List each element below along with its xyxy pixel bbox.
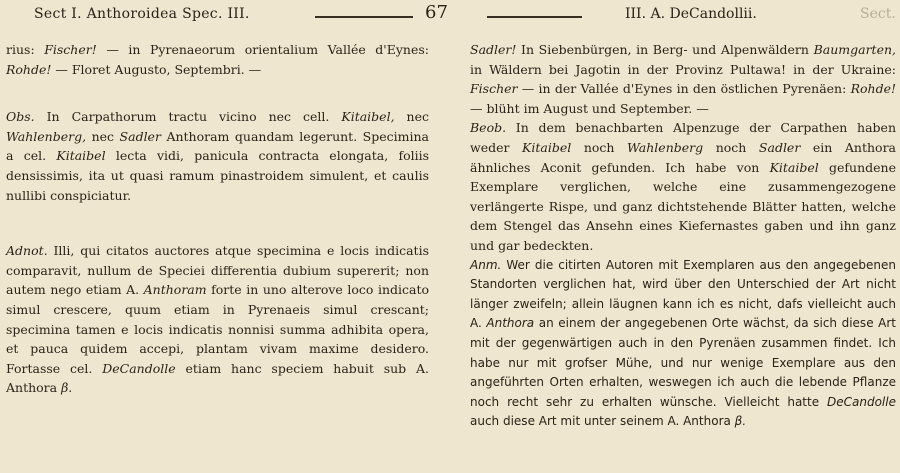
bleed-through-text: Sect. xyxy=(860,6,896,22)
header-left: Sect I. Anthoroidea Spec. III. xyxy=(34,6,250,22)
running-header xyxy=(0,0,900,28)
page-number: 67 xyxy=(425,2,448,23)
german-column xyxy=(470,40,896,432)
latin-obs-paragraph: Obs. In Carpathorum tractu vicino nec cell. Kitaibel, nec Wahlenberg, nec Sadler Anthoram quandam legerunt. Specimina a cel. Kitaibel lecta vidi, panicula contracta elongata, foliis densissimis, ita ut quasi ramum pinastroidem simulent, et caulis nullibi conspiciatur. xyxy=(6,109,429,203)
german-anm-paragraph: Anm. Wer die citirten Autoren mit Exemplaren aus den angegebenen Standorten verglichen hat, wird über den Unterschied der Art nicht länger zweifeln; allein läugnen kann ich es nicht, dafs vielleicht auch A. Anthora an einem der angegebenen Orte wächst, da sich diese Art mit der gegenwärtigen auch in den Pyrenäen zusammen findet. Ich habe nur mit grofser Mühe, und nur wenige Exemplare aus den angeführten Orten erhalten, weswegen ich auch die lebende Pflanze noch recht sehr zu erhalten wünsche. Vielleicht hatte DeCandolle auch diese Art mit unter seinem A. Anthora β. xyxy=(470,257,896,429)
header-rule-right xyxy=(487,16,582,18)
latin-continuation: rius: Fischer! — in Pyrenaeorum orientalium Vallée d'Eynes: Rohde! — Floret Augusto, Septembri. — xyxy=(6,42,429,77)
latin-column xyxy=(6,40,429,398)
german-beob-paragraph: Beob. In dem benachbarten Alpenzuge der Carpathen haben weder Kitaibel noch Wahlenberg noch Sadler ein Anthora ähnliches Aconit gefunden. Ich habe von Kitaibel gefundene Exemplare verglichen, welche eine zusammengezogene verlängerte Rispe, und ganz dichtstehende Blätter hatten, welche dem Stengel das Ansehn eines Kiefernastes gaben und ihn ganz und gar bedeckten. xyxy=(470,120,897,253)
german-continuation: Sadler! In Siebenbürgen, in Berg- und Alpenwäldern Baumgarten, in Wäldern bei Jagotin in der Provinz Pultawa! in der Ukraine: Fischer — in der Vallée d'Eynes in den östlichen Pyrenäen: Rohde! — blüht im August und September. — xyxy=(470,42,896,116)
latin-adnot-paragraph: Adnot. Illi, qui citatos auctores atque specimina e locis indicatis comparavit, nullum de Speciei differentia dubium supererit; non autem nego etiam A. Anthoram forte in uno alterove loco indicato simul crescere, quum etiam in Pyrenaeis simul crescant; specimina tamen e locis indicatis nonnisi summa adhibita opera, et pauca quidem accepi, plantam vivam maxime desidero. Fortasse cel. DeCandolle etiam hanc speciem habuit sub A. Anthora β. xyxy=(6,243,429,396)
header-right: III. A. DeCandollii. xyxy=(625,6,757,22)
header-rule-left xyxy=(315,16,413,18)
